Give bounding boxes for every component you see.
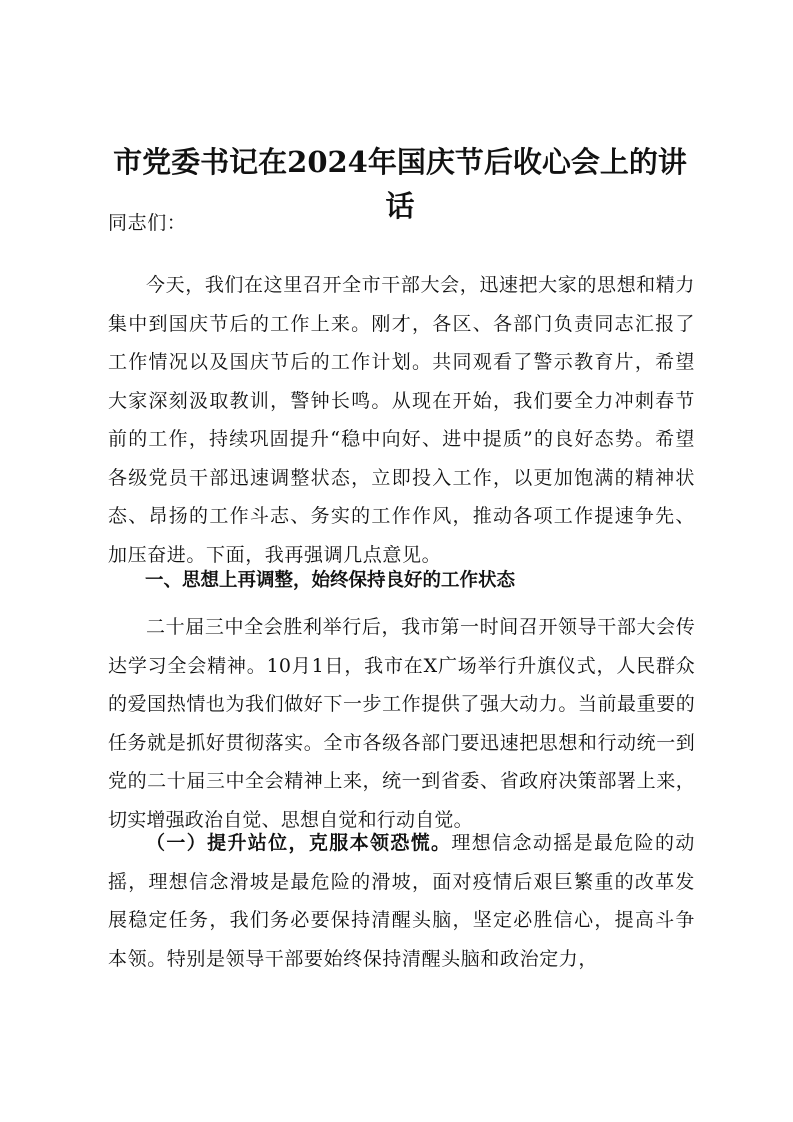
subsection-lead: （一）提升站位，克服本领恐慌。 xyxy=(146,832,452,854)
paragraph-subsection-1 xyxy=(108,824,695,978)
paragraph-section-1: 二十届三中全会胜利举行后，我市第一时间召开领导干部大会传达学习全会精神。10月1日，我市在X广场举行升旗仪式，人民群众的爱国热情也为我们做好下一步工作提供了强大动力。当前最重要的任务就是抓好贯彻落实。全市各级各部门要迅速把思想和行动统一到党的二十届三中全会精神上来，统一到省委、省政府决策部署上来，切实增强政治自觉、思想自觉和行动自觉。 xyxy=(108,616,695,831)
section-heading-1: 一、思想上再调整，始终保持良好的工作状态 xyxy=(145,570,516,591)
subsection-body: 理想信念动摇是最危险的动摇，理想信念滑坡是最危险的滑坡，面对疫情后艰巨繁重的改革发展稳定任务，我们务必要保持清醒头脑，坚定必胜信心，提高斗争本领。特别是领导干部要始终保持清醒头脑和政治定力， xyxy=(108,832,695,970)
salutation: 同志们： xyxy=(108,212,187,234)
document-title: 市党委书记在2024年国庆节后收心会上的讲话 xyxy=(113,145,687,223)
paragraph-intro: 今天，我们在这里召开全市干部大会，迅速把大家的思想和精力集中到国庆节后的工作上来。刚才，各区、各部门负责同志汇报了工作情况以及国庆节后的工作计划。共同观看了警示教育片，希望大家深刻汲取教训，警钟长鸣。从现在开始，我们要全力冲刺春节前的工作，持续巩固提升“稳中向好、进中提质”的良好态势。希望各级党员干部迅速调整状态，立即投入工作，以更加饱满的精神状态、昂扬的工作斗志、务实的工作作风，推动各项工作提速争先、加压奋进。下面，我再强调几点意见。 xyxy=(108,274,695,566)
